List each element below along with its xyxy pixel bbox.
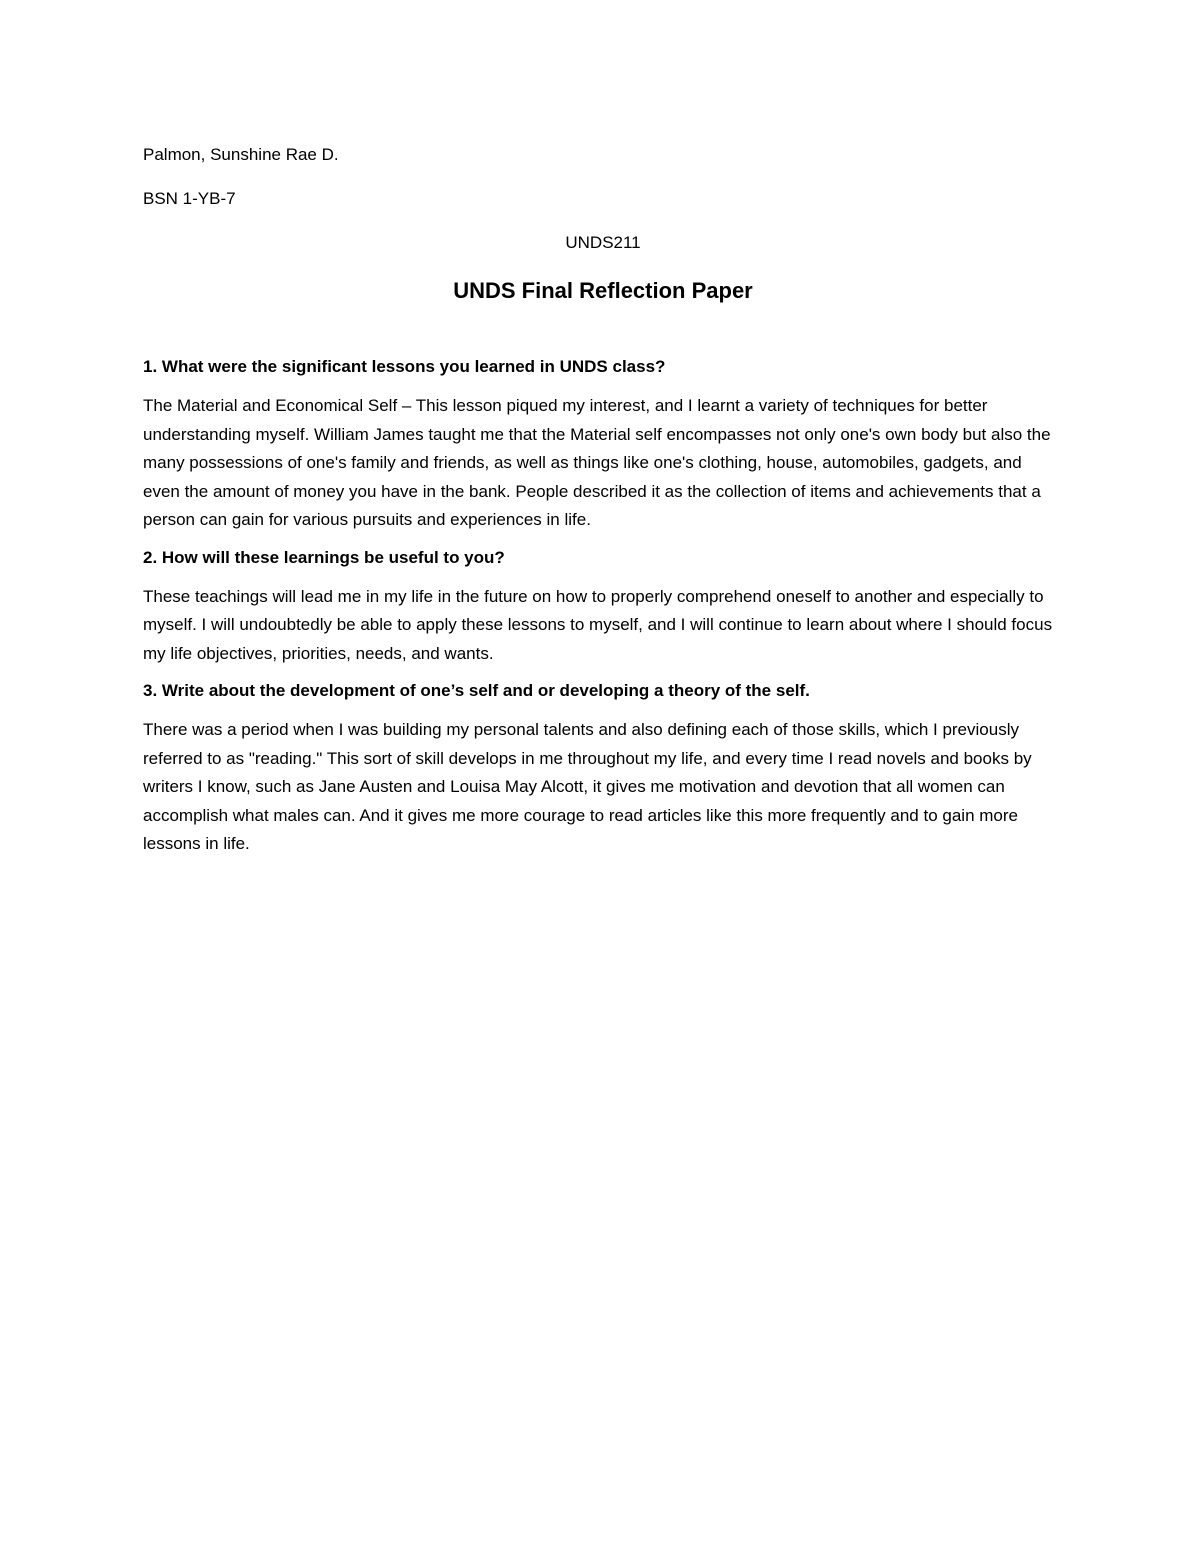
author-name: Palmon, Sunshine Rae D. [143,145,339,164]
paper-title: UNDS Final Reflection Paper [453,278,753,303]
answer-1: The Material and Economical Self – This lesson piqued my interest, and I learnt a variety of techniques for better understanding myself. William James taught me that the Material self encompasses not only one's own body but also the many possessions of one's family and friends, as well as things like one's clothing, house, automobiles, gadgets, and even the amount of money you have in the bank. People described it as the collection of items and achievements that a person can gain for various pursuits and experiences in life. [143,396,1051,529]
document-body [143,144,1063,871]
course-code: UNDS211 [565,233,641,252]
question-2: 2. How will these learnings be useful to you? [143,547,505,567]
class-section: BSN 1-YB-7 [143,189,236,208]
answer-3: There was a period when I was building my personal talents and also defining each of those skills, which I previously referred to as "reading." This sort of skill develops in me throughout my life, and every time I read novels and books by writers I know, such as Jane Austen and Louisa May Alcott, it gives me motivation and devotion that all women can accomplish what males can. And it gives me more courage to read articles like this more frequently and to gain more lessons in life. [143,720,1032,853]
answer-2: These teachings will lead me in my life in the future on how to properly comprehend oneself to another and especially to myself. I will undoubtedly be able to apply these lessons to myself, and I will continue to learn about where I should focus my life objectives, priorities, needs, and wants. [143,586,1053,663]
question-1: 1. What were the significant lessons you learned in UNDS class? [143,357,666,376]
question-3: 3. Write about the development of one’s self and or developing a theory of the self. [143,681,810,700]
